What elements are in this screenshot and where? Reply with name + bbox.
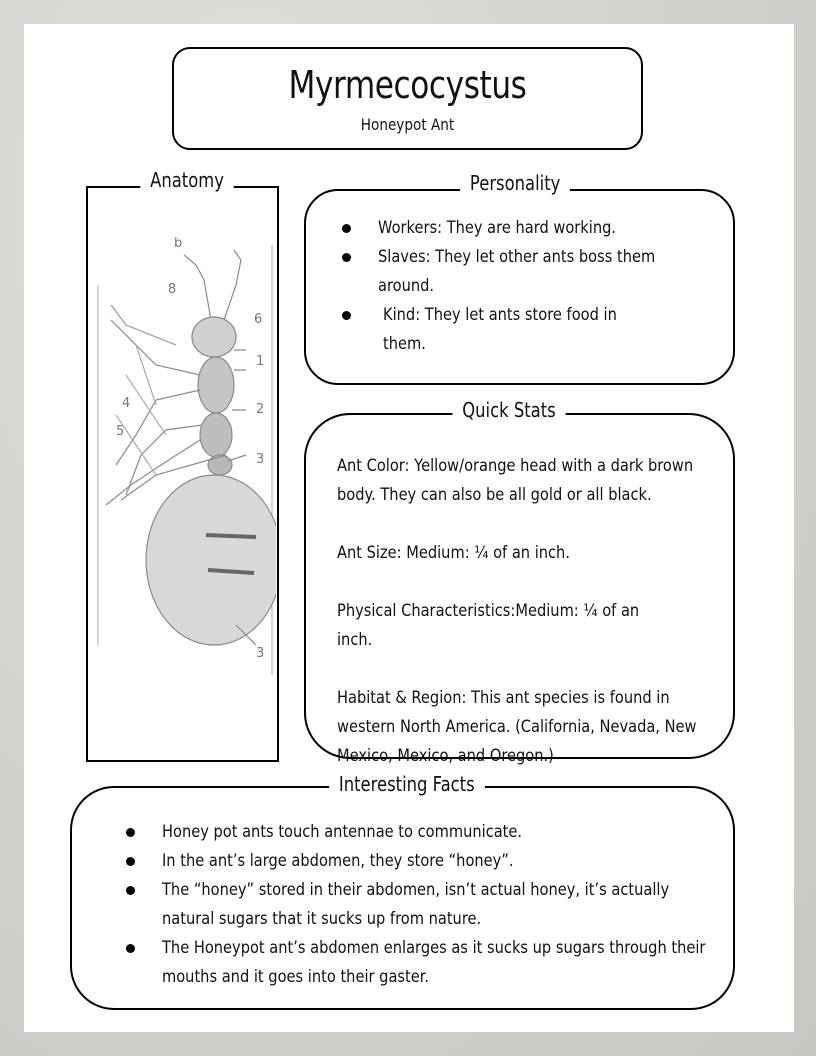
interesting-facts-heading: Interesting Facts [329,772,484,796]
bullet-icon [126,944,135,953]
quick-stats-content [337,452,702,771]
bullet-icon [126,886,135,895]
personality-list [340,214,700,359]
anatomy-heading: Anatomy [140,168,233,192]
anatomy-label: 5 [116,424,125,439]
list-item [340,214,700,243]
fact-item: The “honey” stored in their abdomen, isn’t actual honey, it’s actually natural sugars that it sucks up from nature. [162,880,670,929]
personality-item: Workers: They are hard working. [378,218,617,238]
personality-heading: Personality [460,171,570,195]
bullet-icon [126,828,135,837]
bullet-icon [342,224,351,233]
list-item [124,876,714,934]
personality-item: Slaves: They let other ants boss them around. [378,247,656,296]
title-box [172,47,643,150]
page-subtitle: Honeypot Ant [360,115,455,134]
list-item [340,243,700,301]
fact-item: The Honeypot ant’s abdomen enlarges as it sucks up sugars through their mouths and it goes into their gaster. [162,938,706,987]
fact-item: In the ant’s large abdomen, they store “honey”. [162,851,514,871]
page-title: Myrmecocystus [288,63,527,107]
anatomy-label: 2 [256,402,265,417]
bullet-icon [342,311,351,320]
anatomy-label: b [174,236,183,251]
ant-sketch-image [96,225,276,675]
list-item [124,847,714,876]
personality-item: Kind: They let ants store food in them. [383,305,617,354]
ant-size-text: Ant Size: Medium: ¼ of an inch. [337,543,570,563]
ant-color-text: Ant Color: Yellow/orange head with a dark brown body. They can also be all gold or all black. [337,456,694,505]
interesting-facts-list [124,818,714,992]
list-item [124,818,714,847]
fact-item: Honey pot ants touch antennae to communicate. [162,822,523,842]
anatomy-label: 8 [168,282,177,297]
quick-stats-heading: Quick Stats [452,398,565,422]
bullet-icon [126,857,135,866]
anatomy-label: 3 [256,646,265,661]
anatomy-label: 1 [256,354,265,369]
anatomy-label: 4 [122,396,131,411]
physical-characteristics-text: Physical Characteristics:Medium: ¼ of an inch. [337,601,640,650]
list-item [124,934,714,992]
anatomy-label: 3 [256,452,265,467]
list-item [340,301,700,359]
bullet-icon [342,253,351,262]
habitat-text: Habitat & Region: This ant species is found in western North America. (California, Nevada, New Mexico, Mexico, and Oregon.) [337,688,697,766]
anatomy-label: 6 [254,312,263,327]
